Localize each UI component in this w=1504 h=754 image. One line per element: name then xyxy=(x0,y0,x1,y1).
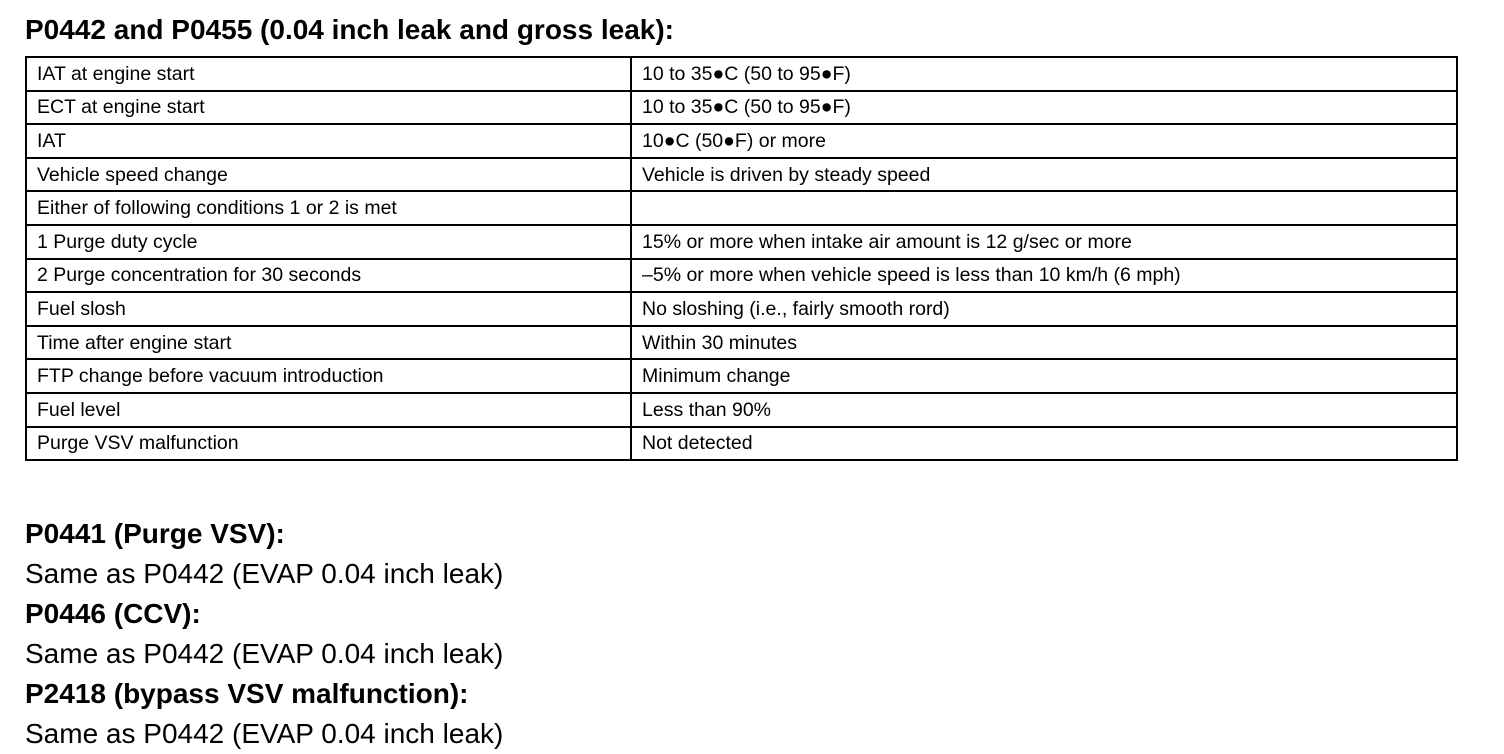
table-row xyxy=(26,57,1457,91)
note-text: Same as P0442 (EVAP 0.04 inch leak) xyxy=(25,558,504,589)
note-block xyxy=(25,674,1225,754)
table-row xyxy=(26,259,1457,293)
condition-value-cell: Less than 90% xyxy=(631,393,1457,427)
table-row xyxy=(26,359,1457,393)
condition-item-cell: IAT at engine start xyxy=(26,57,631,91)
condition-item-cell: Fuel slosh xyxy=(26,292,631,326)
note-block xyxy=(25,514,1225,594)
section-heading: P0442 and P0455 (0.04 inch leak and gross leak): xyxy=(25,14,674,45)
condition-item-cell: IAT xyxy=(26,124,631,158)
condition-item-cell: 2 Purge concentration for 30 seconds xyxy=(26,259,631,293)
condition-item-cell: Fuel level xyxy=(26,393,631,427)
condition-value-cell: 10 to 35●C (50 to 95●F) xyxy=(631,57,1457,91)
condition-item-cell: 1 Purge duty cycle xyxy=(26,225,631,259)
notes-section xyxy=(25,514,1225,754)
table-row xyxy=(26,91,1457,125)
condition-value-cell: No sloshing (i.e., fairly smooth rord) xyxy=(631,292,1457,326)
table-row xyxy=(26,427,1457,461)
table-row xyxy=(26,225,1457,259)
note-text: Same as P0442 (EVAP 0.04 inch leak) xyxy=(25,718,504,749)
condition-item-cell: Time after engine start xyxy=(26,326,631,360)
table-row xyxy=(26,393,1457,427)
condition-item-cell: Purge VSV malfunction xyxy=(26,427,631,461)
conditions-table-body xyxy=(26,57,1457,460)
condition-value-cell xyxy=(631,191,1457,225)
condition-item-cell: Vehicle speed change xyxy=(26,158,631,192)
condition-value-cell: 10 to 35●C (50 to 95●F) xyxy=(631,91,1457,125)
condition-value-cell: –5% or more when vehicle speed is less than 10 km/h (6 mph) xyxy=(631,259,1457,293)
note-text: Same as P0442 (EVAP 0.04 inch leak) xyxy=(25,638,504,669)
table-row xyxy=(26,191,1457,225)
note-title: P0441 (Purge VSV): xyxy=(25,518,285,549)
table-row xyxy=(26,326,1457,360)
table-row xyxy=(26,158,1457,192)
condition-value-cell: Not detected xyxy=(631,427,1457,461)
condition-item-cell: FTP change before vacuum introduction xyxy=(26,359,631,393)
table-row xyxy=(26,292,1457,326)
condition-value-cell: Minimum change xyxy=(631,359,1457,393)
condition-value-cell: 10●C (50●F) or more xyxy=(631,124,1457,158)
note-title: P0446 (CCV): xyxy=(25,598,201,629)
condition-item-cell: ECT at engine start xyxy=(26,91,631,125)
condition-value-cell: Within 30 minutes xyxy=(631,326,1457,360)
condition-value-cell: Vehicle is driven by steady speed xyxy=(631,158,1457,192)
conditions-table xyxy=(25,56,1458,461)
condition-value-cell: 15% or more when intake air amount is 12 g/sec or more xyxy=(631,225,1457,259)
table-row xyxy=(26,124,1457,158)
note-title: P2418 (bypass VSV malfunction): xyxy=(25,678,469,709)
note-block xyxy=(25,594,1225,674)
condition-item-cell: Either of following conditions 1 or 2 is met xyxy=(26,191,631,225)
